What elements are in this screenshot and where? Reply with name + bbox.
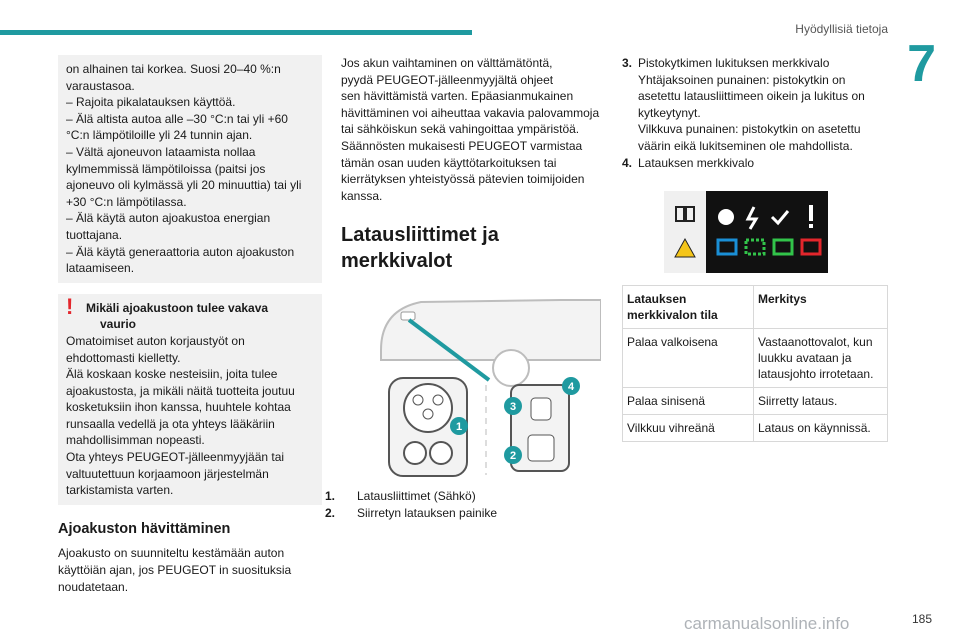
heading-line: Latausliittimet ja [341,224,499,247]
list-item: 2. Siirretyn latauksen painike [325,505,498,520]
text-line: tuottajana. [66,227,123,242]
text-line: kosketuksiin ihon kanssa, huuhtele kohtaa [66,400,291,415]
table-row [623,415,888,442]
table-header-row [623,286,888,329]
callout-label-3: 3 [509,401,517,414]
table-cell: Lataus on käynnissä. [754,415,888,442]
dc-pin [404,442,426,464]
callout-label-4: 4 [567,381,575,394]
text-line: – Rajoita pikalatauksen käyttöä. [66,95,236,110]
indicator-panel [664,191,828,273]
table-cell: Siirretty lataus. [754,388,888,415]
table-cell: Vastaanottovalot, kun luukku avataan ja latausjohto irrotetaan. [754,329,888,388]
watermark: carmanualsonline.info [684,614,850,633]
table-cell: Palaa valkoisena [623,329,754,388]
vehicle-outline [381,300,601,360]
text-line: – Älä altista autoa alle –30 °C:n tai yli +60 [66,111,288,126]
vehicle-wheel [493,350,529,386]
text-line: kylmemmissä lämpötiloissa (paitsi jos [66,161,266,176]
text-line: °C:n lämpötiloille yli 24 tunnin ajan. [66,128,253,143]
text-line: lataamiseen. [66,261,135,276]
list-item: 4. Latauksen merkkivalo [622,155,755,170]
warning-title: Mikäli ajoakustoon tulee vakava [86,300,269,315]
text-line: Säännösten mukaisesti PEUGEOT varmistaa [341,138,583,153]
column-middle [325,55,603,522]
section-title: Hyödyllisiä tietoja [795,22,888,36]
indicator-table [622,285,888,442]
exclamation-dot [809,224,813,228]
text-line: +30 °C:n lämpötilassa. [66,194,187,209]
table-cell: Vilkkuu vihreänä [623,415,754,442]
text-line: – Älä käytä generaattoria auton ajoakuston [66,244,295,259]
warning-box [58,294,322,505]
text-line: kierrätyksen yhteistyössä pätevien toimijoiden [341,172,585,187]
lock-indicator-icon [531,398,551,420]
column-right [622,55,894,442]
ac-connector [404,384,452,432]
text-line: ajoneuvo oli kylmässä yli 20 minuuttia) tai yli [66,178,302,193]
text-line: noudatetaan. [58,579,129,594]
table-header: Merkitys [754,286,888,329]
charging-flap [401,312,415,320]
legend-list [325,488,603,521]
text-line: varaustasoa. [66,78,135,93]
deferred-charge-button [528,435,554,461]
warning-icon: ! [66,293,74,319]
callout-label-2: 2 [509,450,517,463]
text-line: kanssa. [341,188,383,203]
text-line: Omatoimiset auton korjaustyöt on [66,333,245,348]
text-line: mahdollisimman nopeasti. [66,433,205,448]
charging-port-illustration [361,290,601,480]
text-line: ajoakustosta, ja mikäli näitä tuotteita joutuu [66,383,295,398]
callout-label-1: 1 [455,421,463,434]
warning-title: vaurio [100,317,137,332]
table-header: Latauksen merkkivalon tila [623,286,754,329]
text-line: Ajoakusto on suunniteltu kestämään auton [58,546,285,561]
text-line: – Vältä ajoneuvon lataamista nollaa [66,144,256,159]
battery-tips-box [58,55,322,283]
text-line: hävittäminen voi aiheuttaa vakavia palovammoja [341,105,600,120]
text-line: tai sähköiskun sekä vahingoittaa ympäristöä. [341,122,580,137]
text-line: käyttöiän ajan, jos PEUGEOT in suosituksia [58,563,292,578]
text-line: tämän osan uuden käyttötarkoituksen tai [341,155,557,170]
text-line: on alhainen tai korkea. Suosi 20–40 %:n [66,62,281,76]
list-item: 3. Pistokytkimen lukituksen merkkivalo Yhtäjaksoinen punainen: pistokytkin on asetettu latausliittimeen oikein ja lukitus on kytkeytynyt. Vilkkuva punainen: pistokytkin on asetettu väärin eikä lukitseminen ole mahdollista. [622,56,865,153]
table-row [623,388,888,415]
list-item: 1. Latausliittimet (Sähkö) [325,489,476,504]
timer-icon [718,209,734,225]
text-line: ehdottomasti kielletty. [66,350,181,365]
text-line: sen hävittämistä varten. Epäasianmukainen [341,89,574,104]
heading-line: merkkivalot [341,250,453,273]
chapter-number: 7 [907,35,936,93]
text-line: runsaalla vedellä ja ota yhteys lääkäriin [66,416,275,431]
text-line: tarkistamista varten. [66,483,174,498]
section-heading: Ajoakuston hävittäminen [58,520,231,537]
table-row [623,329,888,388]
section-heading [341,222,603,274]
text-line: Jos akun vaihtaminen on välttämätöntä, [341,56,553,70]
page-number: 185 [911,612,932,626]
panel-screen [706,191,828,273]
header-accent-bar [0,30,472,35]
dc-pin [430,442,452,464]
text-line: – Älä käytä auton ajoakustoa energian [66,211,271,226]
exclamation-icon [809,205,813,221]
text-line: pyydä PEUGEOT-jälleenmyyjältä ohjeet [341,72,554,87]
table-cell: Palaa sinisenä [623,388,754,415]
text-line: Ota yhteys PEUGEOT-jälleenmyyjään tai [66,450,285,465]
text-line: valtuutettuun korjaamoon järjestelmän [66,466,269,481]
text-line: Älä koskaan koske nesteisiin, joita tulee [66,367,278,382]
column-left [58,55,322,595]
